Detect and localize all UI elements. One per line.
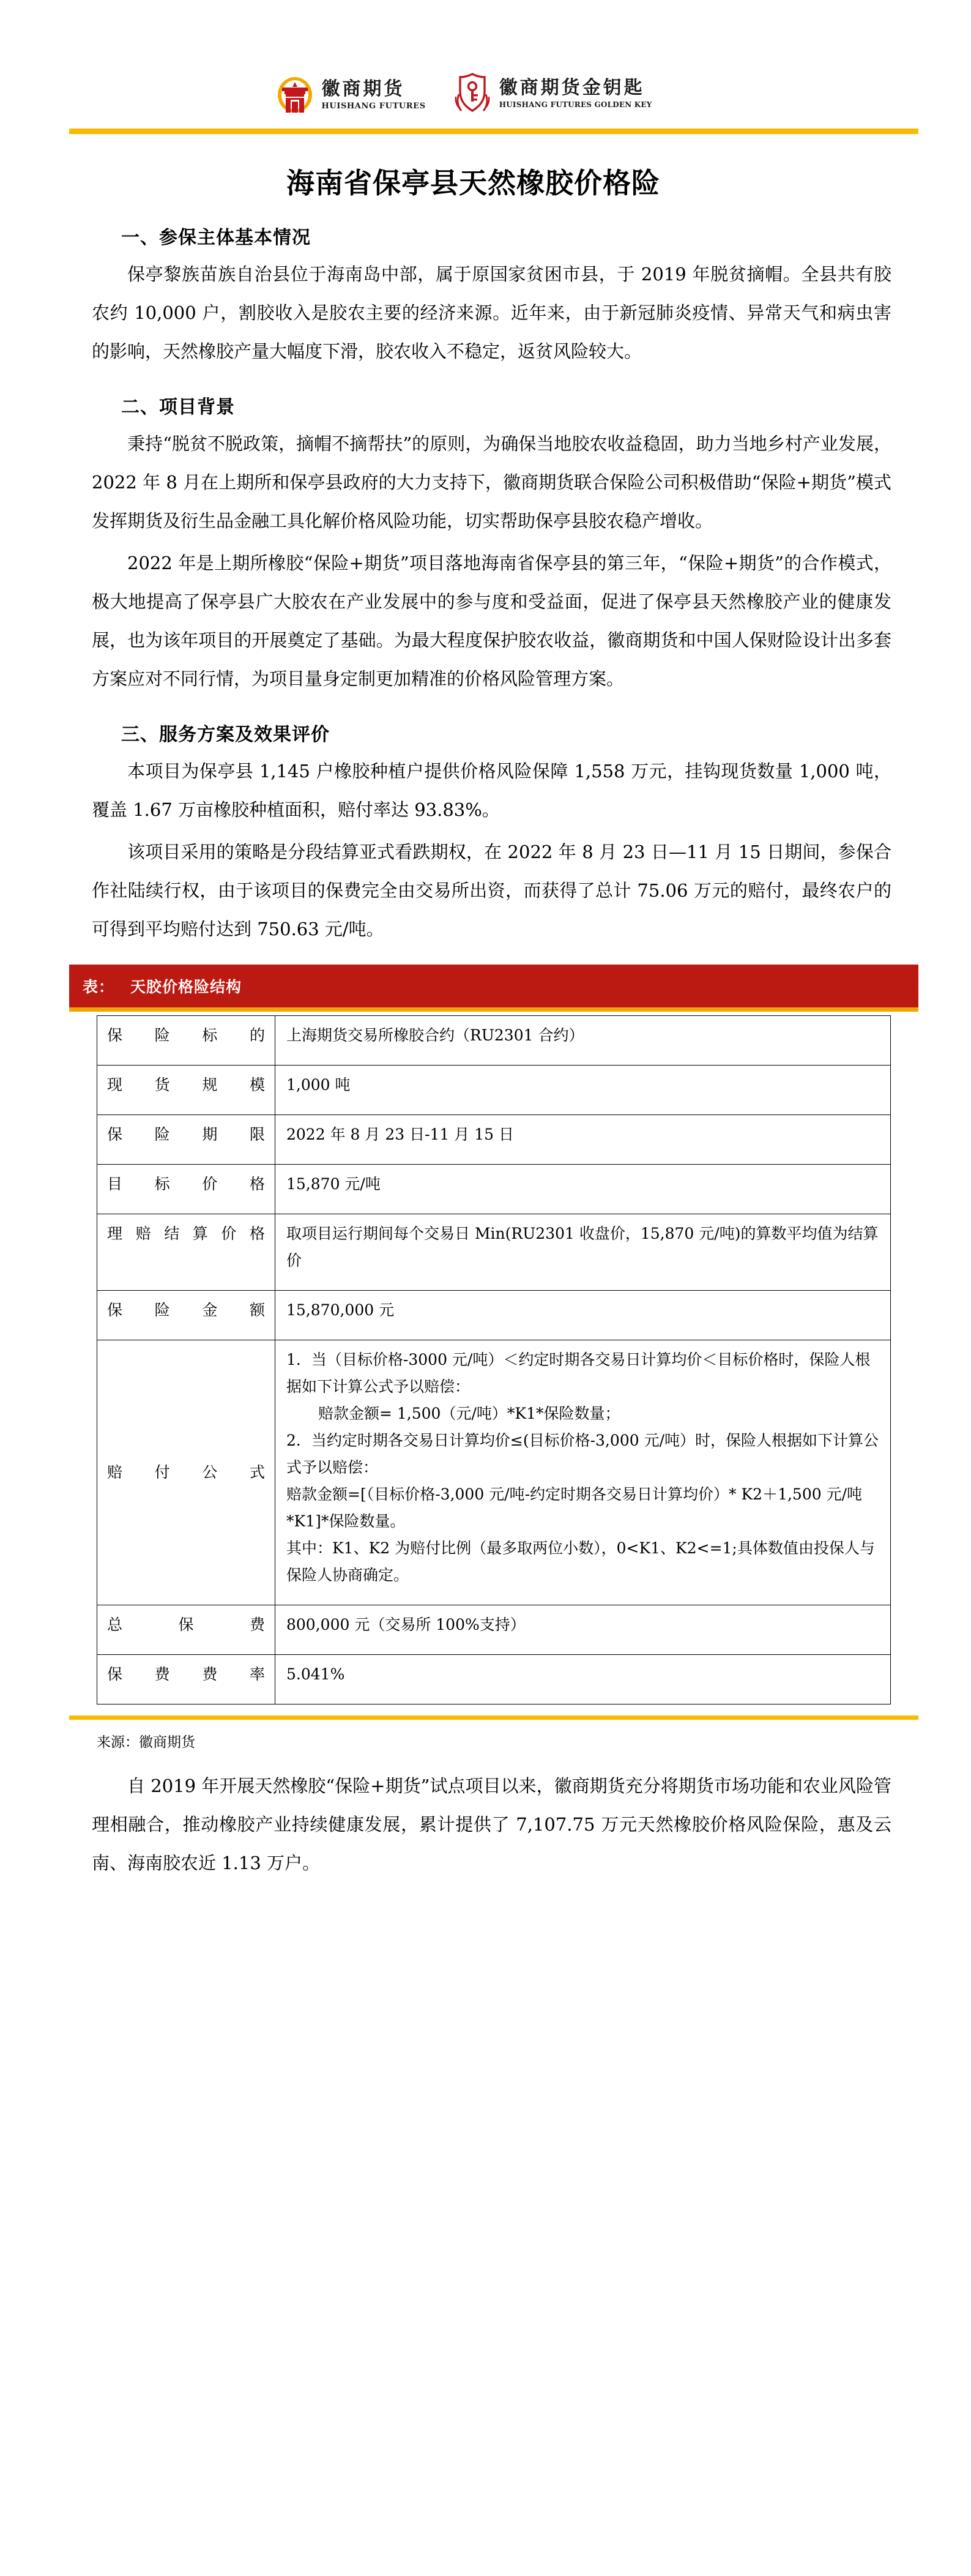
formula-line-2: 赔款金额= 1,500（元/吨）*K1*保险数量； bbox=[318, 1405, 620, 1422]
table-row bbox=[97, 1066, 891, 1115]
row-value: 1,000 吨 bbox=[275, 1066, 891, 1115]
formula-line-5: 其中：K1、K2 为赔付比例（最多取两位小数），0<K1、K2<=1;具体数值由投保人与保险人协商确定。 bbox=[286, 1539, 875, 1584]
section-3-paragraph-2: 该项目采用的策略是分段结算亚式看跌期权，在 2022 年 8 月 23 日—11 月 15 日期间，参保合作社陆续行权，由于该项目的保费完全由交易所出资，而获得了总计 75.06 万元的赔付，最终农户的可得到平均赔付达到 750.63 元/吨。 bbox=[92, 842, 891, 939]
gate-seal-icon bbox=[276, 75, 314, 115]
row-value: 15,870 元/吨 bbox=[275, 1165, 891, 1214]
row-value: 15,870,000 元 bbox=[275, 1291, 891, 1340]
table-bottom-divider bbox=[69, 1715, 918, 1720]
row-value: 5.041% bbox=[275, 1655, 891, 1704]
table-caption-title: 天胶价格险结构 bbox=[130, 978, 242, 996]
row-value: 800,000 元（交易所 100%支持） bbox=[275, 1605, 891, 1655]
table-row bbox=[97, 1016, 891, 1066]
row-label: 现货规模 bbox=[97, 1066, 275, 1115]
formula-line-4: 赔款金额=[（目标价格-3,000 元/吨-约定时期各交易日计算均价）* K2＋1,500 元/吨*K1]*保险数量。 bbox=[286, 1485, 863, 1530]
header-divider bbox=[69, 129, 918, 134]
formula-line-3: 2．当约定时期各交易日计算均价≤(目标价格-3,000 元/吨）时，保险人根据如下计算公式予以赔偿： bbox=[286, 1432, 879, 1476]
row-value: 2022 年 8 月 23 日-11 月 15 日 bbox=[275, 1115, 891, 1165]
table-source-note: 来源：徽商期货 bbox=[97, 1734, 195, 1750]
formula-line-1: 1．当（目标价格-3000 元/吨）＜约定时期各交易日计算均价＜目标价格时，保险人根据如下计算公式予以赔偿： bbox=[286, 1351, 871, 1395]
table-row bbox=[97, 1115, 891, 1165]
row-label: 赔付公式 bbox=[97, 1340, 275, 1605]
section-heading-2: 二、项目背景 bbox=[121, 397, 235, 418]
logo-huishang-futures-golden-key bbox=[453, 72, 652, 115]
table-row bbox=[97, 1214, 891, 1291]
row-label: 理赔结算价格 bbox=[97, 1214, 275, 1291]
section-3-paragraph-1: 本项目为保亭县 1,145 户橡胶种植户提供价格风险保障 1,558 万元，挂钩现货数量 1,000 吨，覆盖 1.67 万亩橡胶种植面积，赔付率达 93.83%。 bbox=[92, 761, 891, 820]
row-label: 保险期限 bbox=[97, 1115, 275, 1165]
logo-text-en: HUISHANG FUTURES bbox=[321, 101, 426, 111]
row-label: 保险标的 bbox=[97, 1016, 275, 1066]
row-value-formula bbox=[275, 1340, 891, 1605]
shield-key-icon bbox=[453, 72, 492, 115]
table-caption-divider bbox=[69, 1007, 918, 1012]
logo-text-cn: 徽商期货金钥匙 bbox=[499, 77, 645, 99]
section-2-paragraph-1: 秉持“脱贫不脱政策，摘帽不摘帮扶”的原则，为确保当地胶农收益稳固，助力当地乡村产业发展，2022 年 8 月在上期所和保亭县政府的大力支持下，徽商期货联合保险公司积极借助“保险+期货”模式发挥期货及衍生品金融工具化解价格风险功能，切实帮助保亭县胶农稳产增收。 bbox=[92, 433, 891, 531]
table-caption-label: 表： bbox=[83, 978, 115, 996]
closing-body bbox=[92, 1767, 891, 1883]
logo-huishang-futures bbox=[276, 75, 425, 115]
document-body bbox=[92, 222, 891, 949]
structure-table-block bbox=[69, 965, 918, 1751]
row-label: 保费费率 bbox=[97, 1655, 275, 1704]
logo-text-en: HUISHANG FUTURES GOLDEN KEY bbox=[499, 100, 652, 109]
table-row bbox=[97, 1165, 891, 1214]
table-row-formula bbox=[97, 1340, 891, 1605]
table-row bbox=[97, 1291, 891, 1340]
section-2-paragraph-2: 2022 年是上期所橡胶“保险+期货”项目落地海南省保亭县的第三年，“保险+期货”的合作模式，极大地提高了保亭县广大胶农在产业发展中的参与度和受益面，促进了保亭县天然橡胶产业的健康发展，也为该年项目的开展奠定了基础。为最大程度保护胶农收益，徽商期货和中国人保财险设计出多套方案应对不同行情，为项目量身定制更加精准的价格风险管理方案。 bbox=[92, 553, 891, 689]
row-value: 取项目运行期间每个交易日 Min(RU2301 收盘价，15,870 元/吨)的算数平均值为结算价 bbox=[275, 1214, 891, 1291]
brand-header bbox=[0, 0, 971, 115]
logo-text-cn: 徽商期货 bbox=[321, 78, 405, 100]
table-row bbox=[97, 1605, 891, 1655]
insurance-structure-table bbox=[97, 1015, 891, 1704]
section-heading-1: 一、参保主体基本情况 bbox=[121, 227, 311, 248]
row-label: 保险金额 bbox=[97, 1291, 275, 1340]
table-caption bbox=[69, 965, 918, 1007]
row-label: 目标价格 bbox=[97, 1165, 275, 1214]
page-title: 海南省保亭县天然橡胶价格险 bbox=[286, 166, 660, 200]
section-1-paragraph-1: 保亭黎族苗族自治县位于海南岛中部，属于原国家贫困市县，于 2019 年脱贫摘帽。全县共有胶农约 10,000 户，割胶收入是胶农主要的经济来源。近年来，由于新冠肺炎疫情、异常天气和病虫害的影响，天然橡胶产量大幅度下滑，胶农收入不稳定，返贫风险较大。 bbox=[92, 264, 891, 362]
section-heading-3: 三、服务方案及效果评价 bbox=[121, 724, 330, 745]
table-row bbox=[97, 1655, 891, 1704]
closing-paragraph: 自 2019 年开展天然橡胶“保险+期货”试点项目以来，徽商期货充分将期货市场功能和农业风险管理相融合，推动橡胶产业持续健康发展，累计提供了 7,107.75 万元天然橡胶价格风险保险，惠及云南、海南胶农近 1.13 万户。 bbox=[92, 1775, 891, 1873]
row-label: 总保费 bbox=[97, 1605, 275, 1655]
row-value: 上海期货交易所橡胶合约（RU2301 合约） bbox=[275, 1016, 891, 1066]
